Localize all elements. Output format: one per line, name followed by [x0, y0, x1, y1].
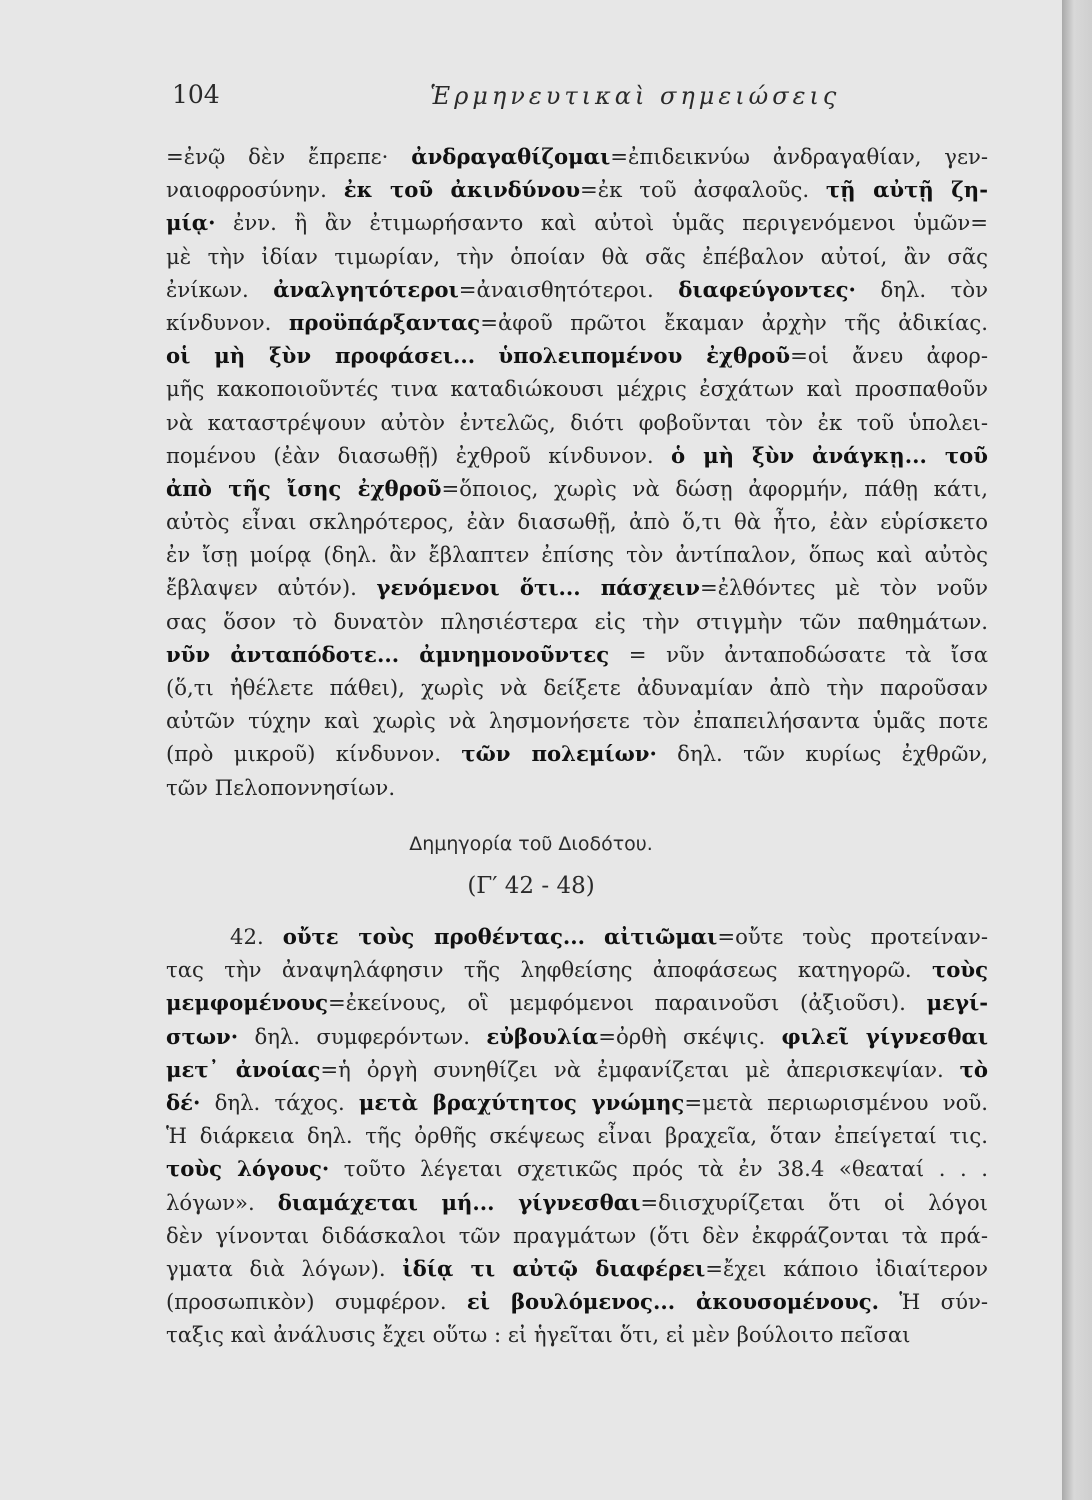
gloss-text: δηλ. τάχος.: [200, 1089, 359, 1115]
lemma-text: μετ᾽ ἀνοίας: [166, 1056, 321, 1082]
text-line: [166, 472, 988, 505]
gloss-text: =οὔτε τοὺς προτείναν-: [717, 924, 988, 949]
text-line: [166, 372, 988, 405]
text-line: [166, 1086, 988, 1119]
gloss-text: ἐνν. ἢ ἂν ἐτιμωρήσαντο καὶ αὐτοὶ ὑμᾶς περιγενόμενοι ὑμῶν=: [215, 210, 988, 236]
gloss-text: = νῦν ἀνταποδώσατε τὰ ἴσα: [609, 641, 989, 667]
lemma-text: ἀπὸ τῆς ἴσης ἐχθροῦ: [166, 475, 442, 501]
page-edge-shadow: [1062, 0, 1092, 1500]
text-line: [166, 406, 988, 439]
gloss-text: ταξις καὶ ἀνάλυσις ἔχει οὕτω : εἰ ἡγεῖται ὅτι, εἰ μὲν βούλοιτο πεῖσαι: [166, 1322, 911, 1348]
commentary-block-1: [166, 140, 988, 804]
text-line: [166, 737, 988, 770]
lemma-text: μεμφομένους: [166, 990, 329, 1016]
lemma-text: γενόμενοι ὅτι... πάσχειν: [376, 575, 700, 601]
text-line: [166, 1285, 988, 1318]
text-line: [166, 439, 988, 472]
gloss-text: δηλ. συμφερόντων.: [238, 1023, 487, 1049]
text-line: [166, 1219, 988, 1252]
gloss-text: =διισχυρίζεται ὅτι οἱ λόγοι: [640, 1189, 988, 1215]
gloss-text: σας ὅσον τὸ δυνατὸν πλησιέστερα εἰς τὴν στιγμὴν τῶν παθημάτων.: [166, 608, 988, 634]
commentary-block-2: [166, 920, 988, 1351]
text-line: [166, 1186, 988, 1219]
gloss-text: =ἐκείνους, οἳ μεμφόμενοι παραινοῦσι (ἀξιοῦσι).: [328, 990, 927, 1016]
lemma-text: τῇ αὐτῇ ζη-: [825, 177, 988, 203]
gloss-text: ἐνίκων.: [166, 276, 274, 302]
gloss-text: ναιοφροσύνην.: [166, 177, 344, 203]
gloss-text: ἐν ἴσῃ μοίρᾳ (δηλ. ἂν ἔβλαπτεν ἐπίσης τὸν ἀντίπαλον, ὅπως καὶ αὐτὸς: [166, 542, 988, 568]
gloss-text: (ὅ,τι ἠθέλετε πάθει), χωρὶς νὰ δείξετε ἀδυναμίαν ἀπὸ τὴν παροῦσαν: [166, 675, 988, 700]
gloss-text: γματα διὰ λόγων).: [166, 1255, 403, 1281]
gloss-text: πομένου (ἐὰν διασωθῇ) ἐχθροῦ κίνδυνον.: [166, 442, 671, 468]
text-line: [166, 605, 988, 638]
page-header: [172, 76, 992, 120]
gloss-text: τῶν Πελοποννησίων.: [166, 774, 396, 800]
text-line: [166, 1020, 988, 1053]
text-line: [166, 771, 988, 804]
text-line: [166, 240, 988, 273]
text-line: [166, 1252, 988, 1285]
gloss-text: Ἡ διάρκεια δηλ. τῆς ὀρθῆς σκέψεως εἶναι βραχεῖα, ὅταν ἐπείγεταί τις.: [166, 1123, 988, 1149]
gloss-text: αὐτῶν τύχην καὶ χωρὶς νὰ λησμονήσετε τὸν ἐπαπειλήσαντα ὑμᾶς ποτε: [166, 708, 988, 734]
gloss-text: (πρὸ μικροῦ) κίνδυνον.: [166, 741, 462, 767]
text-line: [166, 953, 988, 986]
lemma-text: ὁ μὴ ξὺν ἀνάγκῃ... τοῦ: [671, 442, 988, 468]
gloss-text: μῆς κακοποιοῦντές τινα καταδιώκουσι μέχρις ἐσχάτων καὶ προσπαθοῦν: [166, 376, 988, 402]
gloss-text: =ἔχει κάποιο ἰδιαίτερον: [705, 1255, 988, 1281]
gloss-text: =ὅποιος, χωρὶς νὰ δώσῃ ἀφορμήν, πάθῃ κάτι,: [441, 475, 988, 501]
section-range: (Γ′ 42 - 48): [467, 873, 595, 899]
lemma-text: ἐκ τοῦ ἀκινδύνου: [343, 177, 581, 203]
lemma-text: ἀναλγητότεροι: [273, 276, 459, 302]
lemma-text: οἱ μὴ ξὺν προφάσει...: [166, 343, 476, 369]
lemma-text: αἰτιῶμαι: [604, 924, 718, 949]
text-line: [166, 671, 988, 704]
gloss-text: =ἐνῷ δὲν ἔπρεπε·: [166, 144, 412, 169]
text-line: [166, 920, 988, 953]
lemma-text: προϋπάρξαντας: [288, 309, 481, 335]
text-line: [166, 173, 988, 206]
gloss-text: [585, 924, 604, 949]
lemma-text: τὸ: [959, 1056, 988, 1082]
gloss-text: =ἐλθόντες μὲ τὸν νοῦν: [699, 575, 989, 601]
lemma-text: μεγί-: [926, 990, 988, 1016]
gloss-text: ἔβλαψεν αὐτόν).: [166, 575, 377, 601]
lemma-text: εὐβουλία: [486, 1023, 599, 1049]
text-line: [166, 140, 988, 173]
lemma-text: διαφεύγοντες·: [678, 276, 856, 302]
gloss-text: κίνδυνον.: [166, 309, 289, 335]
gloss-text: μὲ τὴν ἰδίαν τιμωρίαν, τὴν ὁποίαν θὰ σᾶς ἐπέβαλον αὐτοί, ἂν σᾶς: [166, 243, 988, 269]
running-title: Ἑρμηνευτικαὶ σημειώσεις: [430, 82, 841, 110]
gloss-text: τοῦτο λέγεται σχετικῶς πρός τὰ ἐν 38.4 «θεαταί . . .: [329, 1156, 988, 1182]
gloss-text: νὰ καταστρέψουν αὐτὸν ἐντελῶς, διότι φοβοῦνται τὸν ἐκ τοῦ ὑπολει-: [166, 409, 988, 435]
gloss-text: (προσωπικὸν) συμφέρον.: [166, 1289, 467, 1315]
gloss-text: =ὀρθὴ σκέψις.: [598, 1023, 782, 1049]
lemma-text: φιλεῖ γίγνεσθαι: [781, 1023, 989, 1049]
gloss-text: τας τὴν ἀναψηλάφησιν τῆς ληφθείσης ἀποφάσεως κατηγορῶ.: [166, 957, 932, 983]
lemma-text: οὔτε τοὺς προθέντας...: [282, 924, 585, 949]
lemma-text: τῶν πολεμίων·: [461, 741, 657, 767]
gloss-text: =μετὰ περιωρισμένου νοῦ.: [684, 1089, 989, 1115]
lemma-text: εἰ βουλόμενος... ἀκουσομένους.: [466, 1289, 879, 1315]
text-line: [166, 1152, 988, 1185]
lemma-text: ἀνδραγαθίζομαι: [411, 144, 611, 169]
lemma-text: νῦν ἀνταπόδοτε... ἀμνημονοῦντες: [166, 641, 610, 667]
lemma-text: ἰδίᾳ τι αὐτῷ διαφέρει: [402, 1255, 706, 1281]
lemma-text: μίᾳ·: [166, 210, 216, 236]
text-line: [166, 1318, 988, 1351]
gloss-text: δὲν γίνονται διδάσκαλοι τῶν πραγμάτων (ὅτι δὲν ἐκφράζονται τὰ πρά-: [166, 1222, 988, 1248]
lemma-text: δέ·: [166, 1089, 201, 1115]
gloss-text: λόγων».: [166, 1189, 278, 1215]
gloss-text: αὐτὸς εἶναι σκληρότερος, ἐὰν διασωθῇ, ἀπὸ ὅ,τι θὰ ἦτο, ἐὰν εὑρίσκετο: [166, 509, 988, 535]
lemma-text: τοὺς: [932, 957, 988, 983]
gloss-text: [475, 343, 498, 368]
text-line: [166, 986, 988, 1019]
text-line: [166, 571, 988, 604]
gloss-text: =ἀφοῦ πρῶτοι ἔκαμαν ἀρχὴν τῆς ἀδικίας.: [480, 309, 988, 335]
gloss-text: =ἡ ὀργὴ συνηθίζει νὰ ἐμφανίζεται μὲ ἀπερισκεψίαν.: [320, 1056, 960, 1082]
gloss-text: =ἐπιδεικνύω ἀνδραγαθίαν, γεν-: [610, 144, 988, 169]
lemma-text: μετὰ βραχύτητος γνώμης: [358, 1089, 685, 1115]
lemma-text: διαμάχεται μή... γίγνεσθαι: [277, 1189, 641, 1215]
text-line: [166, 206, 988, 239]
gloss-text: =ἀναισθητότεροι.: [458, 276, 679, 302]
text-line: [166, 638, 988, 671]
gloss-text: δηλ. τῶν κυρίως ἐχθρῶν,: [656, 741, 988, 767]
text-line: [166, 1053, 988, 1086]
page-number: 104: [172, 80, 220, 109]
lemma-text: τοὺς λόγους·: [166, 1156, 330, 1182]
gloss-text: Ἡ σύν-: [879, 1289, 988, 1315]
text-line: [166, 704, 988, 737]
text-line: [166, 306, 988, 339]
section-heading: Δημηγορία τοῦ Διοδότου.: [409, 833, 653, 855]
gloss-text: δηλ. τὸν: [855, 276, 988, 302]
text-line: [166, 538, 988, 571]
text-line: [166, 339, 988, 372]
text-line: [166, 1119, 988, 1152]
gloss-text: 42.: [230, 924, 283, 949]
text-line: [166, 505, 988, 538]
gloss-text: =οἱ ἄνευ ἀφορ-: [790, 343, 988, 369]
lemma-text: ὑπολειπομένου ἐχθροῦ: [498, 343, 791, 369]
gloss-text: =ἐκ τοῦ ἀσφαλοῦς.: [580, 177, 826, 203]
text-line: [166, 273, 988, 306]
lemma-text: στων·: [166, 1023, 239, 1049]
